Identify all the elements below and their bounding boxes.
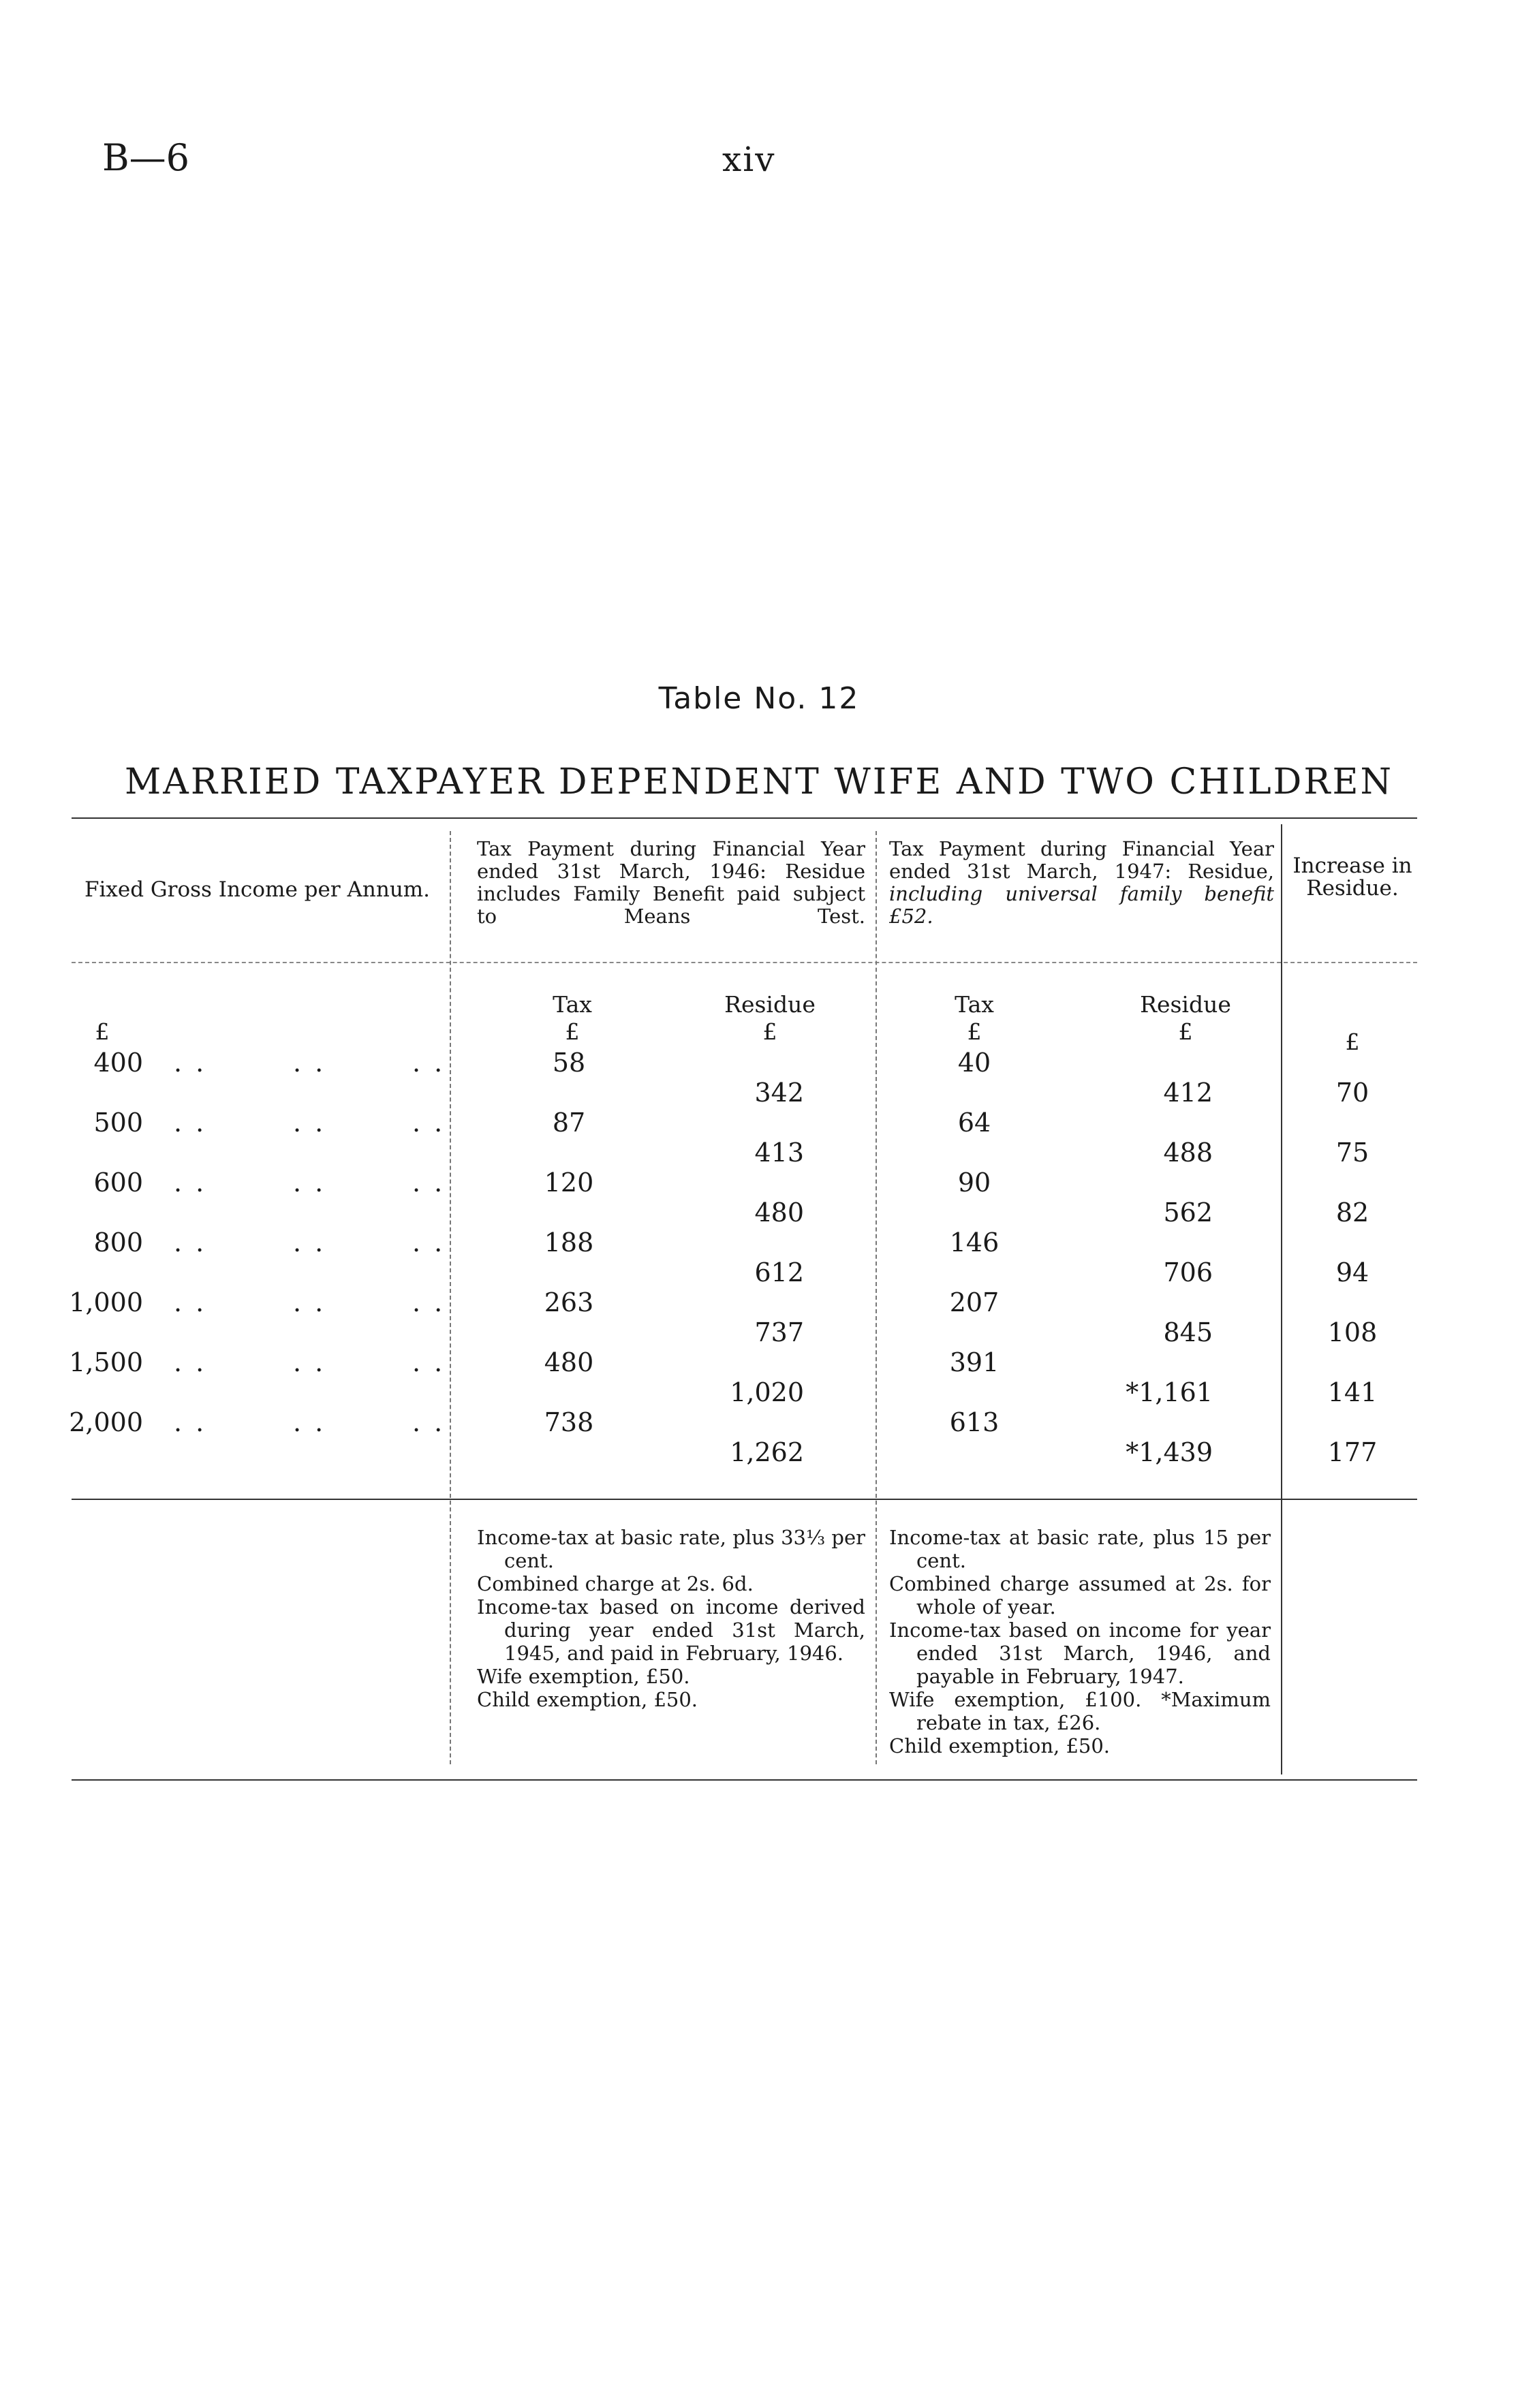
leader-dots: . . <box>293 1048 326 1078</box>
residue-1947-cell: 562 <box>1163 1198 1213 1228</box>
table-label: Table No. 12 <box>658 681 860 716</box>
increase-cell: 177 <box>1327 1437 1378 1467</box>
residue-1946-cell: 342 <box>754 1078 804 1108</box>
column-divider-1947 <box>1281 824 1282 1774</box>
residue-1946-cell: 1,262 <box>730 1437 804 1467</box>
tax-1946-cell: 738 <box>544 1407 594 1437</box>
leader-dots: . . <box>174 1048 207 1078</box>
unit-tax-1947: £ <box>967 1018 982 1045</box>
note-1946-item: Income-tax based on income derived during year ended 31st March, 1945, and paid in February, 1946. <box>477 1595 865 1665</box>
tax-1947-cell: 64 <box>957 1108 991 1138</box>
leader-dots: . . <box>412 1108 446 1138</box>
income-cell: 1,000 <box>69 1287 143 1317</box>
leader-dots: . . <box>293 1168 326 1198</box>
note-1947-item: Child exemption, £50. <box>889 1734 1111 1757</box>
tax-1947-cell: 207 <box>949 1287 1000 1317</box>
leader-dots: . . <box>412 1287 446 1317</box>
increase-cell: 82 <box>1335 1198 1369 1228</box>
subheader-residue-1946: Residue <box>724 991 816 1018</box>
income-cell: 400 <box>93 1048 143 1078</box>
notes-1947 <box>889 1526 1271 1757</box>
residue-1947-cell: *1,161 <box>1126 1377 1213 1407</box>
header-1946: Tax Payment during Financial Year ended 31st March, 1946: Residue includes Family Benefit paid subject to Means Test. <box>477 837 865 928</box>
header-bottom-rule <box>72 962 1417 963</box>
tax-1947-cell: 90 <box>957 1168 991 1198</box>
note-1946-item: Income-tax at basic rate, plus 33⅓ per cent. <box>477 1526 865 1572</box>
note-1947-item: Wife exemption, £100. *Maximum rebate in tax, £26. <box>889 1688 1271 1734</box>
residue-1946-cell: 737 <box>754 1317 804 1347</box>
unit-income: £ <box>95 1018 110 1045</box>
leader-dots: . . <box>412 1228 446 1257</box>
increase-cell: 75 <box>1335 1138 1369 1168</box>
leader-dots: . . <box>174 1168 207 1198</box>
tax-1946-cell: 58 <box>552 1048 586 1078</box>
increase-cell: 94 <box>1335 1257 1369 1287</box>
column-divider-income <box>450 831 451 1764</box>
page-reference: B—6 <box>102 136 190 179</box>
residue-1947-cell: 706 <box>1163 1257 1213 1287</box>
income-cell: 1,500 <box>69 1347 143 1377</box>
leader-dots: . . <box>293 1287 326 1317</box>
leader-dots: . . <box>174 1287 207 1317</box>
residue-1946-cell: 1,020 <box>730 1377 804 1407</box>
leader-dots: . . <box>412 1347 446 1377</box>
note-1947-item: Combined charge assumed at 2s. for whole of year. <box>889 1572 1271 1619</box>
subheader-tax-1946: Tax <box>553 991 592 1018</box>
tax-1947-cell: 146 <box>949 1228 1000 1257</box>
increase-cell: 141 <box>1327 1377 1378 1407</box>
column-divider-1946 <box>876 831 877 1764</box>
unit-tax-1946: £ <box>565 1018 580 1045</box>
subheader-tax-1947: Tax <box>955 991 994 1018</box>
tax-1946-cell: 120 <box>544 1168 594 1198</box>
leader-dots: . . <box>293 1108 326 1138</box>
tax-1946-cell: 263 <box>544 1287 594 1317</box>
unit-increase: £ <box>1345 1029 1360 1055</box>
tax-1946-cell: 480 <box>544 1347 594 1377</box>
residue-1946-cell: 413 <box>754 1138 804 1168</box>
table-title: MARRIED TAXPAYER DEPENDENT WIFE AND TWO CHILDREN <box>125 762 1393 802</box>
unit-residue-1947: £ <box>1178 1018 1193 1045</box>
increase-cell: 108 <box>1327 1317 1378 1347</box>
residue-1946-cell: 612 <box>754 1257 804 1287</box>
table-bottom-rule <box>72 1779 1417 1781</box>
leader-dots: . . <box>412 1168 446 1198</box>
income-cell: 800 <box>93 1228 143 1257</box>
leader-dots: . . <box>174 1228 207 1257</box>
header-increase: Increase in Residue. <box>1292 854 1412 901</box>
header-income: Fixed Gross Income per Annum. <box>84 877 431 902</box>
tax-1947-cell: 40 <box>957 1048 991 1078</box>
header-1947 <box>889 838 1274 928</box>
subheader-residue-1947: Residue <box>1140 991 1231 1018</box>
residue-1947-cell: *1,439 <box>1126 1437 1213 1467</box>
leader-dots: . . <box>293 1407 326 1437</box>
leader-dots: . . <box>293 1347 326 1377</box>
tax-1947-cell: 391 <box>949 1347 1000 1377</box>
income-cell: 500 <box>93 1108 143 1138</box>
header-1947-main: Tax Payment during Financial Year ended 31st March, 1947: Residue, <box>889 837 1274 883</box>
leader-dots: . . <box>174 1407 207 1437</box>
leader-dots: . . <box>174 1108 207 1138</box>
body-bottom-rule <box>72 1499 1417 1500</box>
note-1947-item: Income-tax at basic rate, plus 15 per cent. <box>889 1526 1271 1572</box>
unit-residue-1946: £ <box>762 1018 777 1045</box>
leader-dots: . . <box>412 1407 446 1437</box>
notes-1946 <box>477 1526 865 1711</box>
increase-cell: 70 <box>1335 1078 1369 1108</box>
leader-dots: . . <box>174 1347 207 1377</box>
tax-1946-cell: 188 <box>544 1228 594 1257</box>
income-cell: 2,000 <box>69 1407 143 1437</box>
residue-1947-cell: 412 <box>1163 1078 1213 1108</box>
residue-1947-cell: 488 <box>1163 1138 1213 1168</box>
note-1946-item: Combined charge at 2s. 6d. <box>477 1572 754 1595</box>
note-1946-item: Child exemption, £50. <box>477 1688 698 1711</box>
tax-1946-cell: 87 <box>552 1108 586 1138</box>
page-number: xiv <box>722 140 776 179</box>
note-1946-item: Wife exemption, £50. <box>477 1665 690 1688</box>
residue-1947-cell: 845 <box>1163 1317 1213 1347</box>
income-cell: 600 <box>93 1168 143 1198</box>
leader-dots: . . <box>412 1048 446 1078</box>
leader-dots: . . <box>293 1228 326 1257</box>
header-1947-italic: including universal family benefit £52. <box>889 882 1274 928</box>
table-top-rule <box>72 817 1417 819</box>
tax-1947-cell: 613 <box>949 1407 1000 1437</box>
residue-1946-cell: 480 <box>754 1198 804 1228</box>
note-1947-item: Income-tax based on income for year ended 31st March, 1946, and payable in February, 1947. <box>889 1619 1271 1688</box>
